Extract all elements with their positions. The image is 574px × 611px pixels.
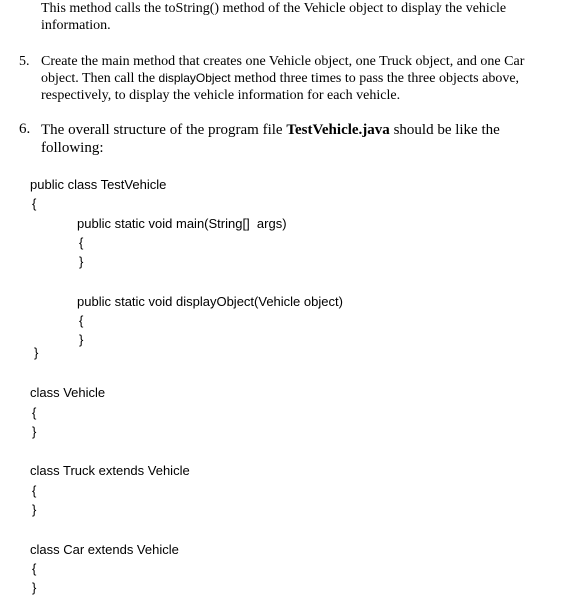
code-open-brace-testvehicle: { <box>32 196 37 211</box>
test-vehicle-filename: TestVehicle.java <box>286 122 390 138</box>
item-5-paragraph <box>41 53 561 104</box>
item-5-line-1: Create the main method that creates one Vehicle object, one Truck object, and one Car <box>41 54 525 69</box>
intro-line-1: This method calls the toString() method of the Vehicle object to display the vehicle <box>41 1 507 16</box>
item-5-number: 5. <box>19 54 30 69</box>
code-close-brace-main: } <box>79 254 84 269</box>
code-close-brace-car: } <box>32 580 37 595</box>
item-5-line-3: respectively, to display the vehicle information for each vehicle. <box>41 88 401 103</box>
code-open-brace-main: { <box>79 235 84 250</box>
code-close-brace-vehicle: } <box>32 424 37 439</box>
code-open-brace-car: { <box>32 561 37 576</box>
code-class-vehicle: class Vehicle <box>30 385 106 400</box>
code-close-brace-testvehicle: } <box>34 345 39 360</box>
code-open-brace-vehicle: { <box>32 405 37 420</box>
code-class-testvehicle: public class TestVehicle <box>30 177 167 192</box>
intro-line-2: information. <box>41 18 111 33</box>
item-5-line-2-part-a: object. Then call the <box>41 71 159 86</box>
code-class-truck: class Truck extends Vehicle <box>30 463 190 478</box>
code-open-brace-truck: { <box>32 483 37 498</box>
item-6-line-1-part-b: should be like the <box>389 122 500 138</box>
code-display-signature: public static void displayObject(Vehicle object) <box>77 294 343 309</box>
item-6-line-1 <box>41 121 557 139</box>
item-6-line-1-part-a: The overall structure of the program file <box>41 122 287 138</box>
code-close-brace-truck: } <box>32 502 37 517</box>
code-close-brace-display: } <box>79 332 84 347</box>
code-main-signature: public static void main(String[] args) <box>77 216 287 231</box>
intro-paragraph <box>41 0 561 34</box>
code-open-brace-display: { <box>79 313 84 328</box>
item-6-paragraph <box>41 121 557 157</box>
item-6-number: 6. <box>19 121 31 137</box>
code-class-car: class Car extends Vehicle <box>30 542 179 557</box>
item-5-line-2 <box>41 70 561 87</box>
item-6-line-2: following: <box>41 140 104 156</box>
item-5-line-2-part-b: method three times to pass the three objects above, <box>230 71 520 86</box>
display-object-inline-code: displayObject <box>158 71 231 85</box>
